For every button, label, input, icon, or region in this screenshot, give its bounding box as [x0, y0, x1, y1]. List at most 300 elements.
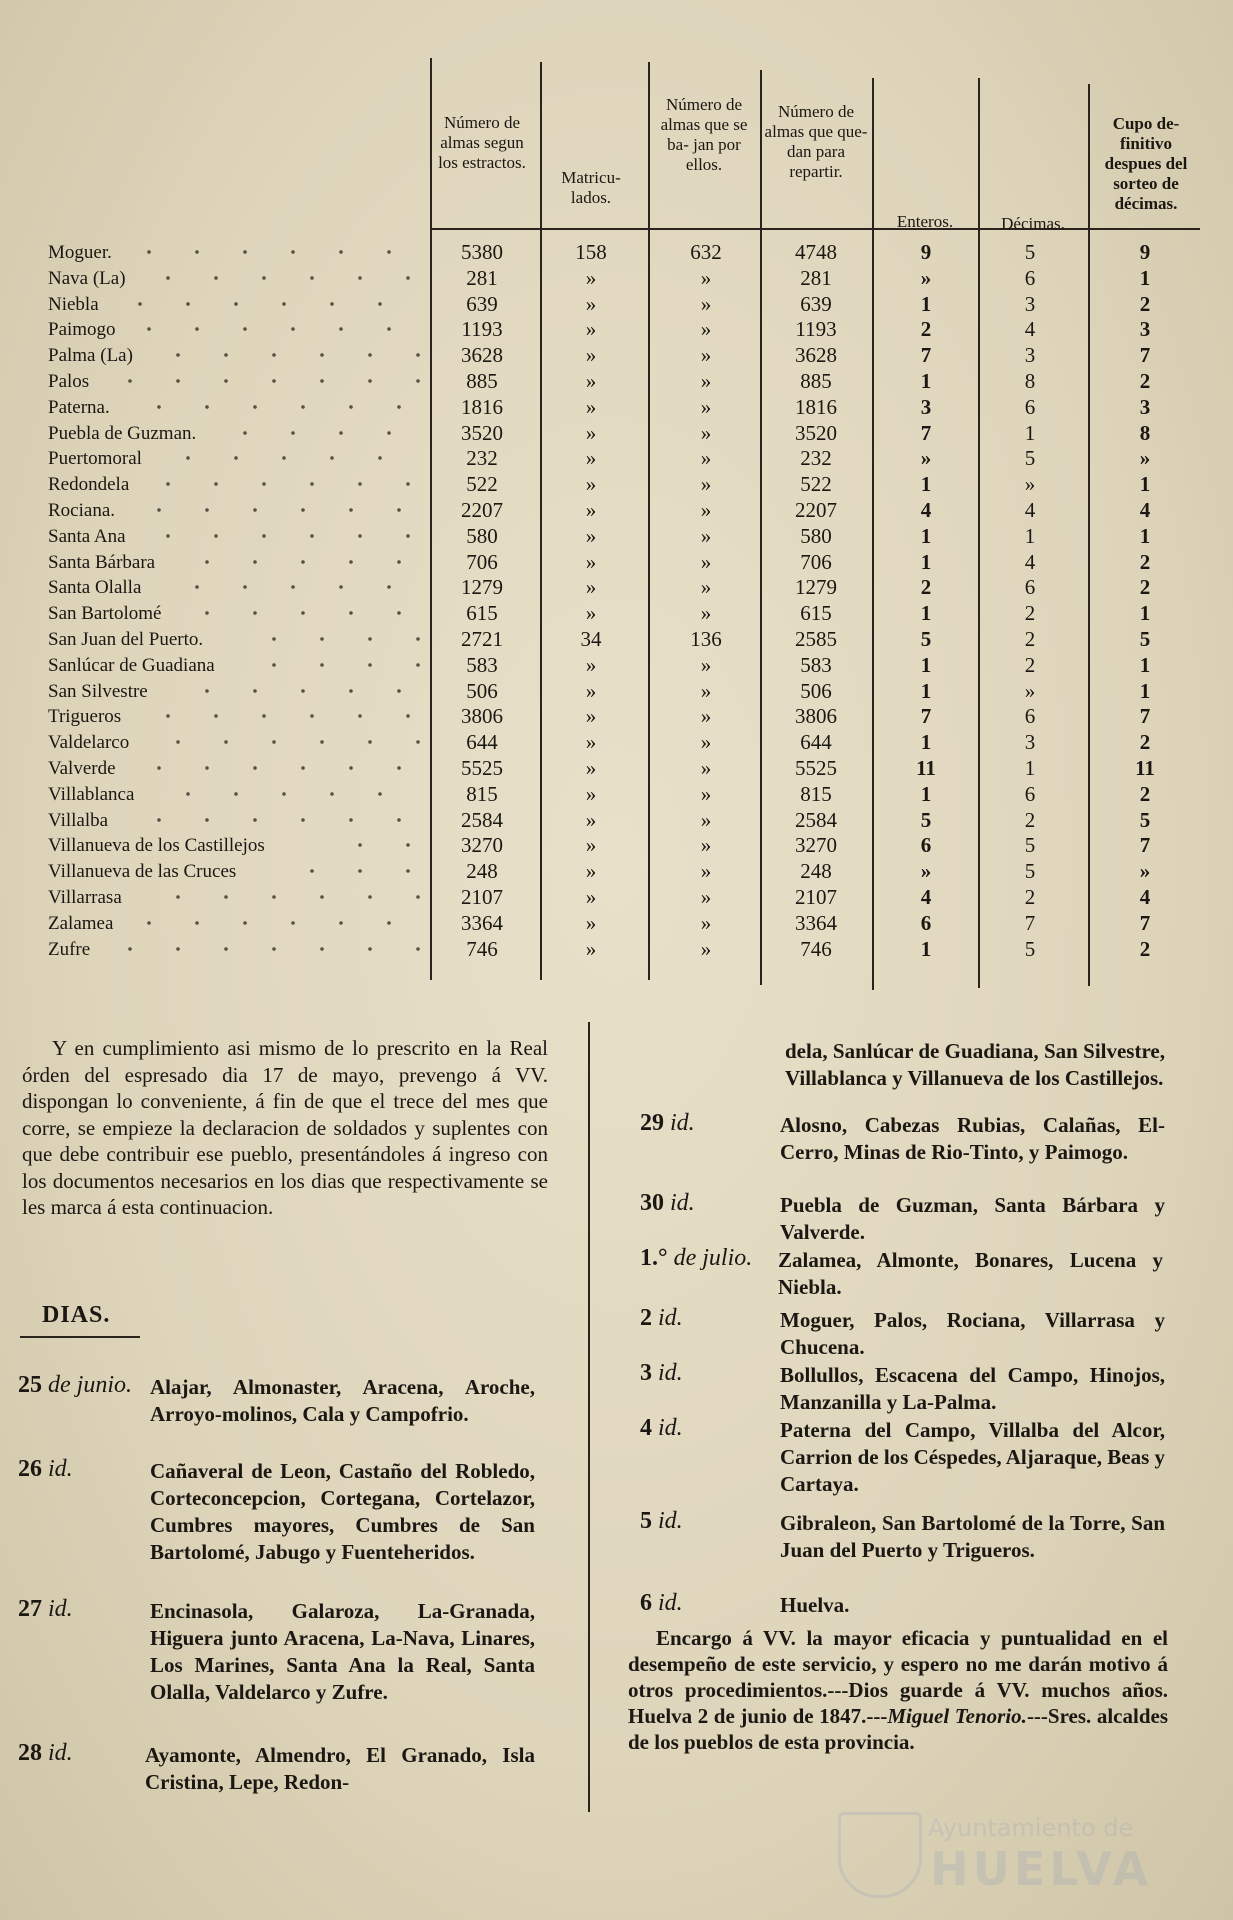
- table-row: [0, 369, 1233, 395]
- decimas-cell: 2: [1024, 652, 1036, 677]
- quedan-cell: 2585: [795, 627, 837, 651]
- schedule-day: 28: [18, 1740, 42, 1766]
- matriculados-cell: »: [585, 781, 597, 806]
- schedule-month: id.: [48, 1456, 73, 1482]
- schedule-day: 27: [18, 1596, 42, 1622]
- leader-dots: [154, 894, 420, 900]
- decimas-cell: 6: [1024, 575, 1036, 600]
- enteros-cell: 2: [920, 575, 932, 600]
- schedule-date: [18, 1740, 73, 1767]
- enteros-cell: 5: [920, 807, 932, 832]
- cupo-cell: 7: [1139, 910, 1151, 935]
- quedan-cell: 232: [800, 446, 832, 471]
- table-row: [0, 601, 1233, 627]
- table-row: [0, 756, 1233, 782]
- cupo-cell: 2: [1139, 575, 1151, 600]
- almas-cell: 1193: [461, 317, 503, 342]
- enteros-cell: 3: [920, 394, 932, 419]
- table-row: [0, 395, 1233, 421]
- header-bajan: Número de almas que se ba- jan por ellos.: [660, 95, 748, 174]
- decimas-cell: 5: [1024, 859, 1036, 884]
- town-name: Villarrasa: [48, 887, 122, 908]
- cupo-cell: 1: [1139, 601, 1151, 626]
- enteros-cell: 1: [920, 369, 932, 393]
- schedule-towns: Bollullos, Escacena del Campo, Hinojos, Manzanilla y La-Palma.: [780, 1363, 1165, 1414]
- decimas-cell: 8: [1024, 369, 1036, 393]
- schedule-towns: Zalamea, Almonte, Bonares, Lucena y Niebla.: [778, 1248, 1163, 1299]
- cupo-cell: 11: [1135, 756, 1155, 780]
- decimas-cell: 6: [1024, 781, 1036, 806]
- town-name: Puertomoral: [48, 448, 142, 470]
- schedule-towns: Huelva.: [780, 1593, 850, 1617]
- enteros-cell: »: [920, 265, 932, 290]
- table-row: [0, 317, 1233, 343]
- schedule-day: 5: [640, 1508, 652, 1534]
- quedan-cell: 3806: [795, 704, 837, 729]
- quedan-cell: 248: [800, 859, 832, 884]
- schedule-month: id.: [670, 1190, 695, 1216]
- intro-paragraph: Y en cumplimiento asi mismo de lo prescrito en la Real órden del espresado dia 17 de mayo, prevengo á VV. dispongan lo conveniente, á fin de que el trece del mes que corre, se empieze la declaracion de soldados y suplentes con que debe contribuir ese pueblo, presentándoles á ingreso con los documentos necesarios en los dias que respectivamente se les marca á esta continuacion.: [22, 1036, 548, 1219]
- closing-addressee: ---Sres. alcaldes de los pueblos de esta provincia.: [628, 1704, 1168, 1754]
- quedan-cell: 615: [800, 601, 832, 626]
- cupo-cell: 2: [1139, 291, 1151, 316]
- schedule-towns: Alajar, Almonaster, Aracena, Aroche, Arroyo-molinos, Cala y Campofrio.: [150, 1375, 535, 1426]
- schedule-month: id.: [658, 1305, 683, 1331]
- quedan-cell: 644: [800, 730, 832, 755]
- leader-dots: [144, 275, 420, 281]
- table-row: [0, 679, 1233, 705]
- matriculados-cell: »: [585, 265, 597, 290]
- dias-underline: [20, 1336, 140, 1338]
- almas-cell: 746: [466, 936, 498, 961]
- matriculados-cell: »: [585, 601, 597, 626]
- schedule-date: [640, 1415, 683, 1442]
- matriculados-cell: »: [585, 807, 597, 832]
- table-row: [0, 524, 1233, 550]
- schedule-date: [640, 1508, 683, 1535]
- table-row: [0, 808, 1233, 834]
- decimas-cell: 5: [1024, 446, 1036, 471]
- leader-dots: [164, 455, 420, 461]
- schedule-month: id.: [48, 1740, 73, 1766]
- town-name: Zalamea: [48, 912, 114, 934]
- bajan-cell: »: [700, 859, 712, 884]
- schedule-month: de julio.: [673, 1245, 753, 1271]
- town-name: Santa Olalla: [48, 577, 142, 599]
- schedule-month: id.: [670, 1110, 695, 1136]
- decimas-cell: 2: [1024, 627, 1036, 651]
- bajan-cell: »: [700, 394, 712, 419]
- almas-cell: 3520: [461, 420, 503, 445]
- leader-dots: [183, 559, 420, 565]
- quedan-cell: 522: [800, 472, 832, 497]
- leader-dots: [250, 636, 420, 642]
- cupo-cell: 3: [1139, 394, 1151, 419]
- bajan-cell: »: [700, 523, 712, 548]
- bajan-cell: »: [700, 575, 712, 600]
- matriculados-cell: »: [585, 678, 597, 703]
- bajan-cell: 136: [690, 627, 722, 651]
- header-matriculados: Matricu- lados.: [561, 168, 621, 207]
- leader-dots: [144, 481, 420, 487]
- matriculados-cell: »: [585, 472, 597, 497]
- schedule-day: 30: [640, 1190, 664, 1216]
- almas-cell: 3270: [461, 833, 503, 858]
- almas-cell: 583: [466, 652, 498, 677]
- watermark-line2: HUELVA: [930, 1842, 1153, 1896]
- quedan-cell: 281: [800, 265, 832, 290]
- schedule-towns: Encinasola, Galaroza, La-Granada, Higuera junto Aracena, La-Nava, Linares, Los Marines, Santa Ana la Real, Santa Olalla, Valdelarco y Zufre.: [150, 1599, 535, 1704]
- enteros-cell: 1: [920, 549, 932, 574]
- schedule-date: [640, 1245, 752, 1272]
- town-name: Nava (La): [48, 267, 126, 289]
- enteros-cell: 1: [920, 291, 932, 316]
- town-name: Palos: [48, 371, 90, 392]
- schedule-month: id.: [48, 1596, 73, 1622]
- quedan-cell: 3270: [795, 833, 837, 858]
- cupo-cell: 4: [1139, 498, 1151, 522]
- enteros-cell: 6: [920, 833, 932, 858]
- quedan-cell: 2207: [795, 498, 837, 522]
- town-name: Niebla: [48, 293, 99, 315]
- quedan-cell: 583: [800, 652, 832, 677]
- cupo-cell: 5: [1139, 627, 1151, 651]
- town-name: Valdelarco: [48, 732, 130, 754]
- matriculados-cell: »: [585, 885, 597, 909]
- town-name: Paterna.: [48, 396, 110, 418]
- schedule-day: 25: [18, 1372, 42, 1398]
- table-row: [0, 653, 1233, 679]
- bajan-cell: »: [700, 910, 712, 935]
- header-almas: Número de almas segun los estractos.: [438, 113, 526, 172]
- enteros-cell: 9: [920, 240, 932, 264]
- cupo-cell: 1: [1139, 523, 1151, 548]
- leader-dots: [125, 249, 420, 255]
- quedan-cell: 885: [800, 369, 832, 393]
- leader-dots: [135, 507, 420, 513]
- town-name: San Bartolomé: [48, 603, 162, 625]
- quedan-cell: 5525: [795, 756, 837, 780]
- schedule-day: 1.°: [640, 1245, 668, 1271]
- enteros-cell: 1: [920, 730, 932, 755]
- almas-cell: 644: [466, 730, 498, 755]
- enteros-cell: 1: [920, 472, 932, 497]
- closing-paragraph: [628, 1625, 1168, 1755]
- matriculados-cell: »: [585, 420, 597, 445]
- leader-dots: [116, 301, 420, 307]
- decimas-cell: 6: [1024, 704, 1036, 729]
- table-row: [0, 782, 1233, 808]
- enteros-cell: »: [920, 446, 932, 471]
- bajan-cell: »: [700, 833, 712, 858]
- decimas-cell: 1: [1024, 420, 1036, 445]
- bajan-cell: »: [700, 756, 712, 780]
- schedule-towns: Cañaveral de Leon, Castaño del Robledo, Corteconcepcion, Cortegana, Cortelazor, Cumbres mayores, Cumbres de San Bartolomé, Jabugo y Fuenteheridos.: [150, 1459, 535, 1564]
- quedan-cell: 1193: [795, 317, 837, 342]
- enteros-cell: 1: [920, 678, 932, 703]
- cupo-cell: 1: [1139, 652, 1151, 677]
- table-row: [0, 704, 1233, 730]
- quedan-cell: 1816: [795, 394, 837, 419]
- bajan-cell: 632: [690, 240, 722, 264]
- enteros-cell: 7: [920, 704, 932, 729]
- quedan-cell: 746: [800, 936, 832, 961]
- matriculados-cell: »: [585, 369, 597, 393]
- decimas-cell: 4: [1024, 317, 1036, 342]
- cupo-cell: 7: [1139, 704, 1151, 729]
- quedan-cell: 815: [800, 781, 832, 806]
- bajan-cell: »: [700, 807, 712, 832]
- almas-cell: 506: [466, 678, 498, 703]
- almas-cell: 281: [466, 265, 498, 290]
- decimas-cell: »: [1024, 472, 1036, 497]
- cupo-cell: »: [1139, 446, 1151, 471]
- dias-heading: DIAS.: [42, 1302, 111, 1328]
- decimas-cell: 5: [1024, 240, 1036, 264]
- leader-dots: [125, 920, 420, 926]
- schedule-day: 29: [640, 1110, 664, 1136]
- bajan-cell: »: [700, 420, 712, 445]
- schedule-date: [18, 1596, 73, 1623]
- matriculados-cell: »: [585, 394, 597, 419]
- almas-cell: 615: [466, 601, 498, 626]
- schedule-date: [640, 1360, 683, 1387]
- decimas-cell: »: [1024, 678, 1036, 703]
- matriculados-cell: »: [585, 523, 597, 548]
- quedan-cell: 3628: [795, 343, 837, 368]
- enteros-cell: 4: [920, 498, 932, 522]
- matriculados-cell: »: [585, 704, 597, 729]
- header-enteros: Enteros.: [896, 212, 954, 231]
- bajan-cell: »: [700, 730, 712, 755]
- matriculados-cell: »: [585, 859, 597, 884]
- header-cupo: Cupo de- finitivo despues del sorteo de décimas.: [1104, 114, 1188, 213]
- table-row: [0, 937, 1233, 963]
- almas-cell: 3628: [461, 343, 503, 368]
- town-name: Santa Ana: [48, 525, 126, 547]
- town-name: Palma (La): [48, 345, 133, 367]
- almas-cell: 885: [466, 369, 498, 393]
- matriculados-cell: »: [585, 575, 597, 600]
- decimas-cell: 5: [1024, 833, 1036, 858]
- leader-dots: [125, 326, 420, 332]
- schedule-month: id.: [658, 1508, 683, 1534]
- almas-cell: 2207: [461, 498, 503, 522]
- header-quedan: Número de almas que que- dan para repartir.: [764, 102, 868, 181]
- matriculados-cell: »: [585, 317, 597, 342]
- schedule-date: [640, 1305, 683, 1332]
- almas-cell: 5380: [461, 240, 503, 264]
- decimas-cell: 7: [1024, 910, 1036, 935]
- table-row: [0, 730, 1233, 756]
- signature: Miguel Tenorio.: [887, 1704, 1027, 1728]
- cupo-cell: 3: [1139, 317, 1151, 342]
- decimas-cell: 6: [1024, 394, 1036, 419]
- quedan-cell: 706: [800, 549, 832, 574]
- bajan-cell: »: [700, 265, 712, 290]
- almas-cell: 1279: [461, 575, 503, 600]
- schedule-towns: Alosno, Cabezas Rubias, Calañas, El-Cerro, Minas de Rio-Tinto, y Paimogo.: [780, 1113, 1165, 1164]
- bajan-cell: »: [700, 652, 712, 677]
- town-name: Villablanca: [48, 783, 135, 805]
- town-name: Villalba: [48, 809, 109, 831]
- matriculados-cell: »: [585, 652, 597, 677]
- town-name: Valverde: [48, 758, 116, 779]
- almas-cell: 248: [466, 859, 498, 884]
- leader-dots: [144, 533, 420, 539]
- table-row: [0, 421, 1233, 447]
- table-row: [0, 911, 1233, 937]
- almas-cell: 580: [466, 523, 498, 548]
- matriculados-cell: »: [585, 833, 597, 858]
- schedule-towns: dela, Sanlúcar de Guadiana, San Silvestre, Villablanca y Villanueva de los Castillejos.: [785, 1039, 1165, 1090]
- schedule-day: 26: [18, 1456, 42, 1482]
- schedule-day: 4: [640, 1415, 652, 1441]
- enteros-cell: 1: [920, 523, 932, 548]
- schedule-month: id.: [658, 1360, 683, 1386]
- town-name: Paimogo: [48, 319, 116, 341]
- almas-cell: 706: [466, 549, 498, 574]
- table-row: [0, 627, 1233, 653]
- quedan-cell: 3520: [795, 420, 837, 445]
- matriculados-cell: »: [585, 446, 597, 471]
- municipal-watermark: [838, 1812, 1178, 1896]
- table-row: [0, 240, 1233, 266]
- cupo-cell: »: [1139, 859, 1151, 884]
- schedule-date: [640, 1590, 683, 1617]
- leader-dots: [135, 817, 420, 823]
- quedan-cell: 506: [800, 678, 832, 703]
- town-name: Zufre: [48, 938, 91, 960]
- leader-dots: [135, 404, 420, 410]
- schedule-towns: Paterna del Campo, Villalba del Alcor, Carrion de los Céspedes, Aljaraque, Beas y Cartaya.: [780, 1418, 1165, 1496]
- decimas-cell: 3: [1024, 291, 1036, 316]
- leader-dots: [336, 842, 420, 848]
- matriculados-cell: »: [585, 730, 597, 755]
- quedan-cell: 2107: [795, 885, 837, 909]
- decimas-cell: 2: [1024, 601, 1036, 626]
- enteros-cell: 7: [920, 420, 932, 445]
- leader-dots: [106, 378, 420, 384]
- schedule-towns: Moguer, Palos, Rociana, Villarrasa y Chucena.: [780, 1308, 1165, 1359]
- schedule-date: [18, 1372, 132, 1399]
- town-name: Villanueva de los Castillejos: [48, 835, 265, 857]
- bajan-cell: »: [700, 885, 712, 909]
- enteros-cell: 5: [920, 627, 932, 651]
- almas-cell: 3364: [461, 910, 503, 935]
- matriculados-cell: »: [585, 936, 597, 961]
- almas-cell: 815: [466, 781, 498, 806]
- almas-cell: 522: [466, 472, 498, 497]
- almas-cell: 2721: [461, 627, 503, 651]
- enteros-cell: 1: [920, 601, 932, 626]
- cupo-cell: 1: [1139, 265, 1151, 290]
- leader-dots: [144, 713, 420, 719]
- town-name: Rociana.: [48, 500, 116, 521]
- decimas-cell: 1: [1024, 523, 1036, 548]
- cupo-cell: 9: [1139, 240, 1151, 264]
- town-name: San Silvestre: [48, 680, 148, 702]
- schedule-day: 2: [640, 1305, 652, 1331]
- town-name: Trigueros: [48, 706, 122, 728]
- table-row: [0, 498, 1233, 524]
- schedule-day: 3: [640, 1360, 652, 1386]
- almas-cell: 1816: [461, 394, 503, 419]
- matriculados-cell: »: [585, 910, 597, 935]
- town-name: Santa Bárbara: [48, 551, 156, 573]
- leader-dots: [221, 430, 420, 436]
- leader-dots: [183, 610, 420, 616]
- schedule-towns: Puebla de Guzman, Santa Bárbara y Valverde.: [780, 1193, 1165, 1244]
- cupo-cell: 2: [1139, 936, 1151, 961]
- cupo-cell: 2: [1139, 781, 1151, 806]
- table-row: [0, 472, 1233, 498]
- table-row: [0, 343, 1233, 369]
- leader-dots: [288, 868, 420, 874]
- cupo-cell: 2: [1139, 369, 1151, 393]
- decimas-cell: 4: [1024, 549, 1036, 574]
- decimas-cell: 3: [1024, 730, 1036, 755]
- leader-dots: [135, 765, 420, 771]
- town-name: Villanueva de las Cruces: [48, 861, 237, 883]
- quedan-cell: 639: [800, 291, 832, 316]
- table-row: [0, 885, 1233, 911]
- leader-dots: [154, 352, 420, 358]
- matriculados-cell: »: [585, 756, 597, 780]
- matriculados-cell: »: [585, 549, 597, 574]
- town-name: Sanlúcar de Guadiana: [48, 654, 215, 676]
- matriculados-cell: 34: [580, 627, 602, 651]
- leader-dots: [164, 791, 420, 797]
- enteros-cell: 1: [920, 936, 932, 961]
- almas-cell: 5525: [461, 756, 503, 780]
- matriculados-cell: 158: [575, 240, 607, 264]
- town-name: Redondela: [48, 474, 130, 496]
- enteros-cell: 6: [920, 910, 932, 935]
- table-row: [0, 833, 1233, 859]
- cupo-cell: 1: [1139, 472, 1151, 497]
- almas-cell: 232: [466, 446, 498, 471]
- matriculados-cell: »: [585, 343, 597, 368]
- cupo-cell: 8: [1139, 420, 1151, 445]
- schedule-month: de junio.: [48, 1372, 132, 1398]
- bajan-cell: »: [700, 498, 712, 522]
- almas-cell: 2584: [461, 807, 503, 832]
- almas-cell: 3806: [461, 704, 503, 729]
- enteros-cell: »: [920, 859, 932, 884]
- cupo-cell: 2: [1139, 730, 1151, 755]
- header-decimas: Décimas.: [1001, 214, 1065, 233]
- town-name: Moguer.: [48, 242, 112, 263]
- leader-dots: [154, 739, 420, 745]
- decimas-cell: 2: [1024, 807, 1036, 832]
- schedule-date: [640, 1110, 695, 1137]
- bajan-cell: »: [700, 472, 712, 497]
- table-row: [0, 575, 1233, 601]
- quedan-cell: 580: [800, 523, 832, 548]
- table-row: [0, 859, 1233, 885]
- bajan-cell: »: [700, 936, 712, 961]
- decimas-cell: 1: [1024, 756, 1036, 780]
- matriculados-cell: »: [585, 291, 597, 316]
- decimas-cell: 3: [1024, 343, 1036, 368]
- leader-dots: [173, 584, 420, 590]
- cupo-cell: 2: [1139, 549, 1151, 574]
- quedan-cell: 3364: [795, 910, 837, 935]
- leader-dots: [183, 688, 420, 694]
- decimas-cell: 6: [1024, 265, 1036, 290]
- leader-dots: [250, 662, 420, 668]
